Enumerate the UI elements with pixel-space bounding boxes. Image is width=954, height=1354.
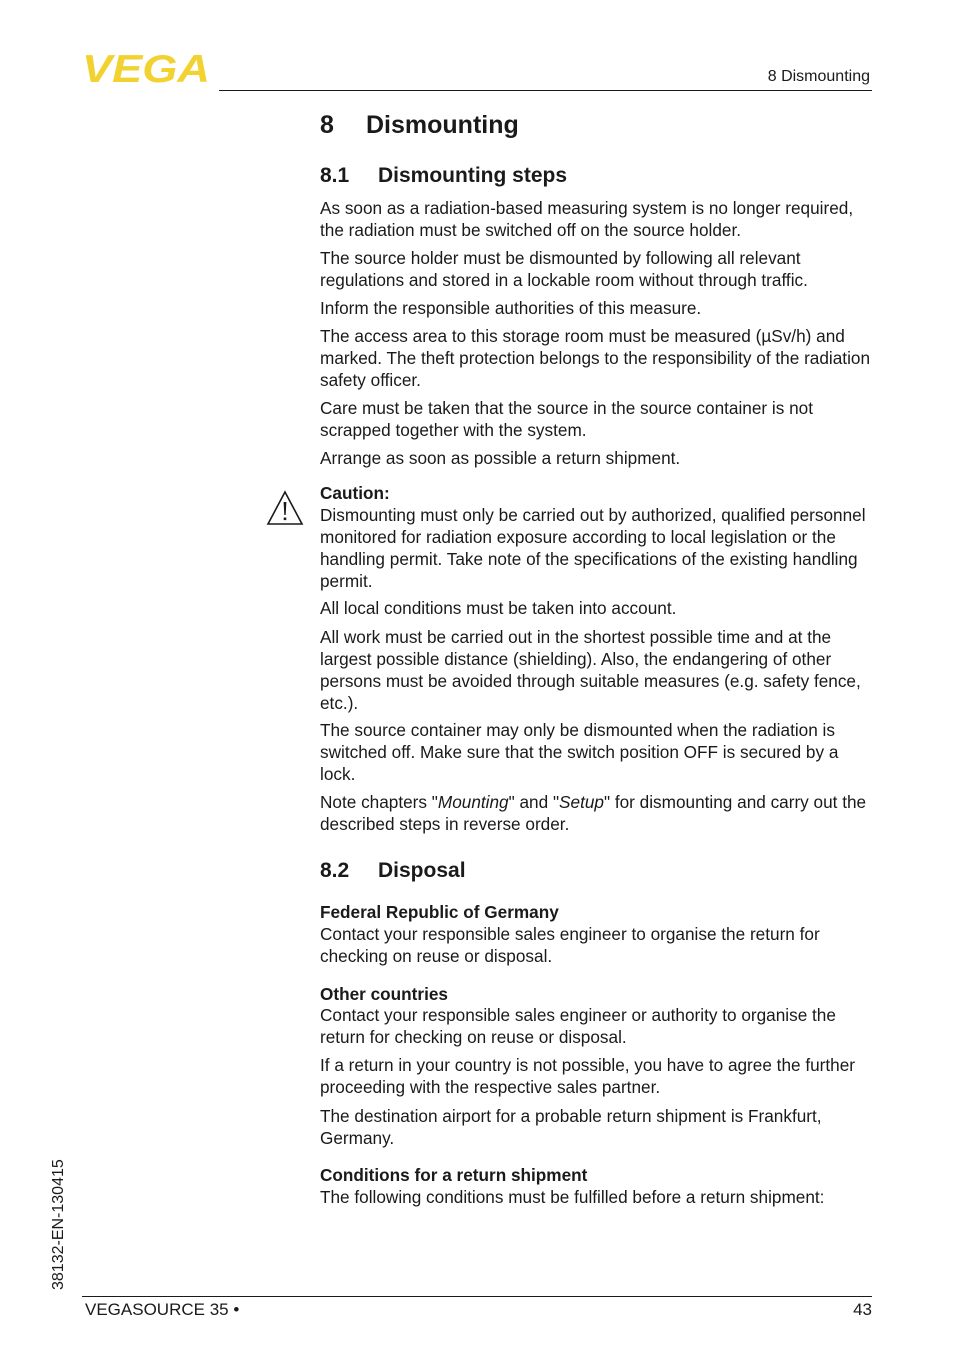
subheading-conditions: Conditions for a return shipment [320,1165,588,1185]
paragraph: Care must be taken that the source in the source container is not scrapped together with the system. [320,398,813,440]
paragraph: As soon as a radiation-based measuring system is no longer required, the radiation must be switched off on the source holder. [320,198,854,240]
chapter-title: Dismounting [366,111,519,139]
note-text: Note chapters " [320,792,438,812]
paragraph: Contact your responsible sales engineer to organise the return for checking on reuse or disposal. [320,924,820,966]
paragraph: The destination airport for a probable return shipment is Frankfurt, Germany. [320,1106,822,1148]
footer-divider [82,1296,872,1297]
note-paragraph [320,791,876,835]
section-title: Dismounting steps [378,164,568,187]
section-title: Disposal [378,859,466,882]
chapter-number: 8 [320,111,334,139]
note-ref-setup: Setup [559,792,604,812]
footer-product: VEGASOURCE 35 • [85,1300,240,1319]
subheading-germany: Federal Republic of Germany [320,902,559,922]
paragraph: Arrange as soon as possible a return shipment. [320,448,681,468]
subheading-other-countries: Other countries [320,984,448,1004]
header-divider [219,90,872,91]
note-text: " and " [508,792,560,812]
warning-triangle-icon [266,490,304,526]
svg-text:VEGA: VEGA [82,52,210,84]
chapter-heading [320,111,519,140]
document-code: 38132-EN-130415 [50,1159,67,1290]
vega-logo [82,52,212,84]
paragraph: The following conditions must be fulfilled before a return shipment: [320,1187,825,1207]
note-ref-mounting: Mounting [437,792,509,812]
section-8-1-heading [320,164,567,188]
paragraph: All work must be carried out in the shortest possible time and at the largest possible distance (shielding). Also, the endangering of other persons must be avoided through suitable measures (e.g. safety fence, etc.). [320,627,861,713]
note-text: " for dismounting and carry out the described steps in reverse order. [320,792,867,834]
paragraph: All local conditions must be taken into account. [320,598,677,618]
header-section-title: 8 Dismounting [767,68,870,85]
paragraph: The source holder must be dismounted by following all relevant regulations and stored in a lockable room without through traffic. [320,248,808,290]
paragraph: Inform the responsible authorities of this measure. [320,298,702,318]
page-number: 43 [853,1300,872,1319]
section-number: 8.2 [320,859,350,882]
section-number: 8.1 [320,164,350,187]
caution-text: Dismounting must only be carried out by authorized, qualified personnel monitored for radiation exposure according to local legislation or the handling permit. Take note of the specifications of the existing handling permit. [320,505,866,591]
paragraph: If a return in your country is not possible, you have to agree the further proceeding with the respective sales partner. [320,1055,856,1097]
section-8-2-heading [320,859,466,883]
paragraph: The source container may only be dismounted when the radiation is switched off. Make sure that the switch position OFF is secured by a lock. [320,720,839,784]
caution-label: Caution: [320,483,390,503]
paragraph: Contact your responsible sales engineer or authority to organise the return for checking on reuse or disposal. [320,1005,836,1047]
paragraph: The access area to this storage room must be measured (µSv/h) and marked. The theft protection belongs to the responsibility of the radiation safety officer. [320,326,871,390]
